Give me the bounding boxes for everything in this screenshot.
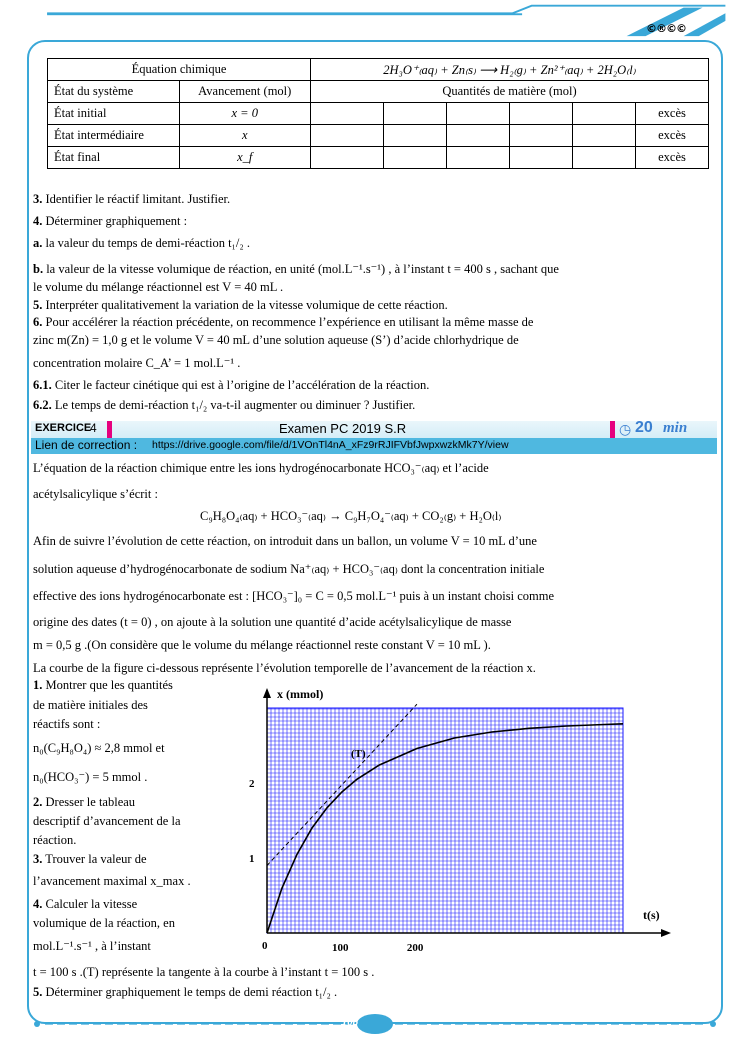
accent-mark-right: [610, 421, 615, 438]
y-tick-label: 1: [249, 853, 255, 865]
side-question: 4. Calculer la vitesse: [33, 897, 138, 911]
question-6-1: 6.1. Citer le facteur cinétique qui est à l’origine de l’accélération de la réaction.: [33, 378, 430, 392]
equation-label: Équation chimique: [48, 59, 311, 81]
side-question: réaction.: [33, 833, 77, 847]
advancement-table: [47, 58, 709, 169]
question-5: 5. Interpréter qualitativement la variation de la vitesse volumique de cette réaction.: [33, 298, 448, 312]
question-6-2: 6.2. Le temps de demi-réaction t₁/₂ va-t-il augmenter ou diminuer ? Justifier.: [33, 398, 416, 412]
correction-link-bar: [31, 438, 717, 454]
question-4: 4. Déterminer graphiquement :: [33, 214, 188, 228]
exercise-number: 4: [90, 421, 97, 435]
chart-grid: [267, 708, 623, 933]
side-question: descriptif d’avancement de la: [33, 814, 181, 828]
duration: 20: [635, 419, 653, 436]
col-state: État du système: [48, 81, 180, 103]
question-6-cont2: concentration molaire C_A’ = 1 mol.L⁻¹ .: [33, 356, 241, 370]
side-question: 3. Trouver la valeur de: [33, 852, 147, 866]
intro-line: L’équation de la réaction chimique entre les ions hydrogénocarbonate HCO₃⁻₍aq₎ et l’acide: [33, 461, 489, 475]
side-question: 1. Montrer que les quantités: [33, 678, 173, 692]
link-label: Lien de correction :: [35, 438, 138, 452]
intro-line: La courbe de la figure ci-dessous représente l’évolution temporelle de l’avancement de la réaction x.: [33, 661, 536, 675]
origin-label: 0: [262, 940, 268, 952]
y-axis-arrow: [263, 688, 271, 698]
accent-mark: [107, 421, 112, 438]
col-adv: Avancement (mol): [179, 81, 311, 103]
side-question: réactifs sont :: [33, 717, 101, 731]
reaction-equation: C₉H₈O₄₍aq₎ + HCO₃⁻₍aq₎ → C₉H₇O₄⁻₍aq₎ + CO₂₍g₎ + H₂O₍l₎: [200, 509, 502, 523]
equation: 2H₃O⁺₍aq₎ + Zn₍s₎ ⟶ H₂₍g₎ + Zn²⁺₍aq₎ + 2H₂O₍l₎: [311, 59, 709, 81]
question-4a: a. la valeur du temps de demi-réaction t₁/₂ .: [33, 236, 250, 250]
tangent-label: (T): [350, 747, 366, 760]
question-3: 3. Identifier le réactif limitant. Justifier.: [33, 192, 231, 206]
intro-line: effective des ions hydrogénocarbonate est : [HCO₃⁻]₀ = C = 0,5 mol.L⁻¹ puis à un instant choisi comme: [33, 589, 555, 603]
exam-title: Examen PC 2019 S.R: [279, 421, 407, 436]
duration-unit: min: [663, 420, 688, 436]
side-question: volumique de la réaction, en: [33, 916, 175, 930]
table-row: État final x_f excès: [48, 147, 709, 169]
question-6-cont: zinc m(Zn) = 1,0 g et le volume V = 40 mL d’une solution aqueuse (S’) d’acide chlorhydrique de: [33, 333, 519, 347]
question-5-bottom: 5. Déterminer graphiquement le temps de demi réaction t₁/₂ .: [33, 985, 338, 999]
exercise-label: EXERCICE: [35, 422, 92, 434]
correction-link[interactable]: https://drive.google.com/file/d/1VOnTl4nA_xFz9rRJIFVbfJwpxwzkMk7Y/view: [152, 439, 509, 451]
y-axis-label: x (mmol): [277, 687, 324, 701]
x-tick-label: 200: [406, 942, 424, 954]
advancement-chart: [249, 681, 695, 954]
page-number: 108: [341, 1016, 359, 1028]
license-icons: ©®©©: [646, 22, 686, 35]
y-tick-label: 2: [249, 778, 255, 790]
side-question: n₀(HCO₃⁻) = 5 mmol .: [33, 770, 148, 784]
side-question: de matière initiales des: [33, 698, 148, 712]
exercise-bar: [31, 421, 717, 438]
intro-line: m = 0,5 g .(On considère que le volume du mélange réactionnel reste constant V = 10 mL ).: [33, 638, 491, 652]
bottom-line: t = 100 s .(T) représente la tangente à la courbe à l’instant t = 100 s .: [33, 965, 375, 979]
side-question: 2. Dresser le tableau: [33, 795, 136, 809]
grid-background: [267, 708, 623, 933]
question-4b-cont: le volume du mélange réactionnel est V = 40 mL .: [33, 280, 284, 294]
table-row: État initial x = 0 excès: [48, 103, 709, 125]
side-question: mol.L⁻¹.s⁻¹ , à l’instant: [33, 939, 151, 953]
clock-icon: ◷: [619, 421, 632, 437]
x-axis-arrow: [661, 929, 671, 937]
col-qty: Quantités de matière (mol): [311, 81, 709, 103]
intro-line: Afin de suivre l’évolution de cette réaction, on introduit dans un ballon, un volume V = 10 mL d’une: [33, 534, 537, 548]
intro-line: solution aqueuse d’hydrogénocarbonate de sodium Na⁺₍aq₎ + HCO₃⁻₍aq₎ dont la concentration initiale: [33, 562, 545, 576]
question-4b: b. la valeur de la vitesse volumique de réaction, en unité (mol.L⁻¹.s⁻¹) , à l’instant t = 400 s , sachant que: [33, 262, 559, 276]
table-row: État intermédiaire x excès: [48, 125, 709, 147]
side-question: n₀(C₉H₈O₄) ≈ 2,8 mmol et: [33, 741, 165, 755]
side-question: l’avancement maximal x_max .: [33, 874, 191, 888]
x-axis-label: t(s): [643, 908, 660, 922]
intro-line: acétylsalicylique s’écrit :: [33, 487, 158, 501]
footer-decoration: [25, 1012, 725, 1038]
question-6: 6. Pour accélérer la réaction précédente, on recommence l’expérience en utilisant la même masse de: [33, 315, 534, 329]
x-tick-label: 100: [331, 942, 349, 954]
header-decoration: [0, 0, 744, 38]
intro-line: origine des dates (t = 0) , on ajoute à la solution une quantité d’acide acétylsalicylique de masse: [33, 615, 512, 629]
